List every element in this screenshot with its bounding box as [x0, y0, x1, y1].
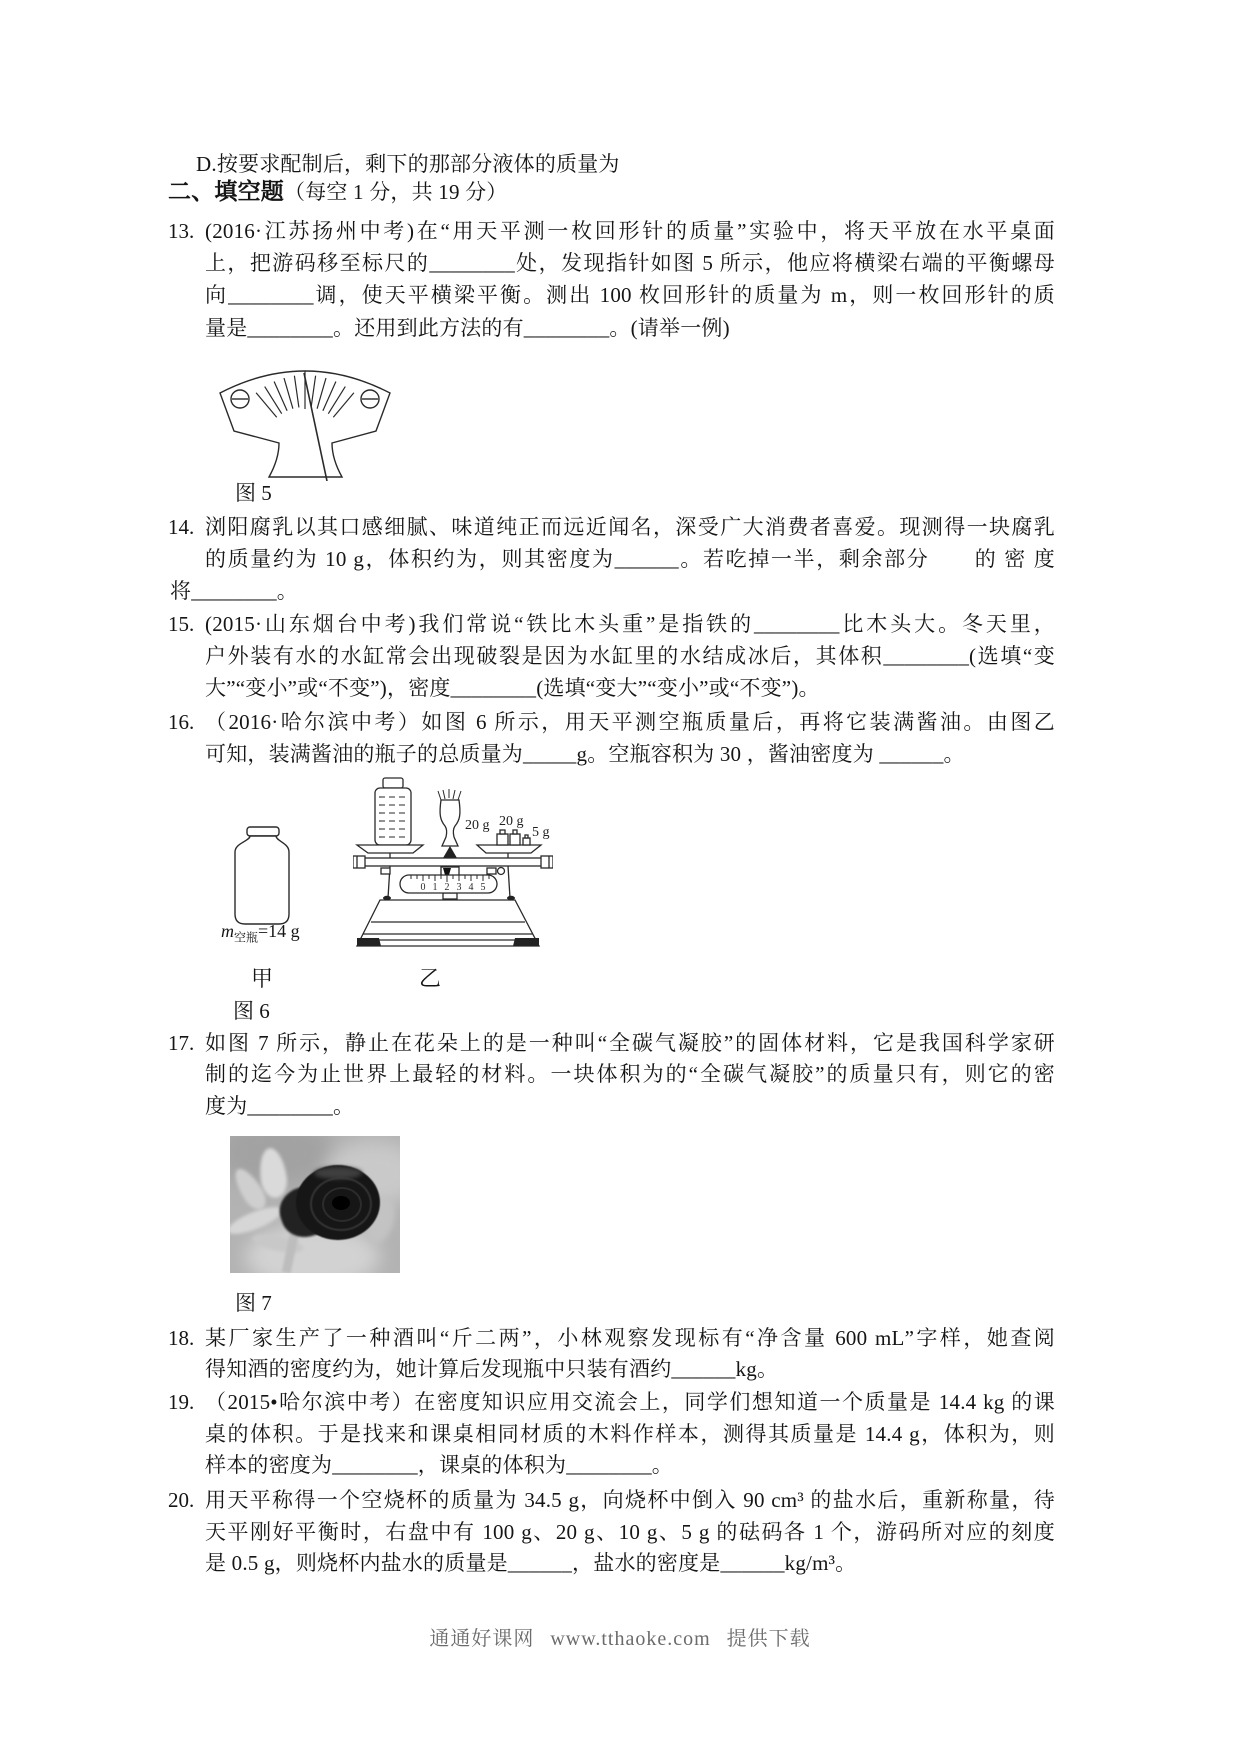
q13-line-3: 向________调，使天平横梁平衡。测出 100 枚回形针的质量为 m，则一枚回形针的质: [205, 283, 1055, 307]
left-foot: [357, 938, 381, 946]
figure7-caption: 图 7: [235, 1291, 272, 1315]
q20-number: 20.: [168, 1488, 195, 1512]
q19-number: 19.: [168, 1390, 195, 1414]
weights-20g-20g-5g: [497, 830, 530, 845]
balance-scale-figure: [353, 776, 553, 948]
q14-line-2: 的质量约为 10 g，体积约为，则其密度为______。若吃掉一半，剩余部分 的 密 度: [205, 547, 1055, 571]
q14-line-3: 将________。: [170, 579, 298, 603]
mass-subscript: 空瓶: [234, 930, 259, 945]
pointer-column: [440, 800, 460, 846]
section-header: [168, 178, 508, 206]
right-foot: [513, 938, 539, 946]
q18-number: 18.: [168, 1326, 195, 1350]
q19-line-3: 样本的密度为________，课桌的体积为________。: [205, 1453, 673, 1477]
q14-number: 14.: [168, 515, 195, 539]
balance-base: [357, 900, 539, 946]
q16-line-2: 可知，装满酱油的瓶子的总质量为_____g。空瓶容积为 30 ，酱油密度为 ______。: [205, 742, 965, 766]
figure6-left-sublabel: 甲: [251, 966, 274, 991]
ruler-number-2: 2: [444, 882, 450, 893]
right-pan: [477, 845, 541, 853]
mass-symbol: m: [221, 921, 234, 941]
left-pan: [357, 845, 423, 853]
aerogel-highlight: [314, 1167, 362, 1179]
q15-line-3: 大”“变小”或“不变”)，密度________(选填“变大”“变小”或“不变”)。: [205, 676, 820, 700]
empty-bottle-figure: [233, 826, 291, 926]
left-balance-nut: [353, 856, 365, 868]
q15-number: 15.: [168, 612, 195, 636]
section-title: 二、填空题: [168, 179, 284, 204]
beam: [361, 858, 545, 866]
aerogel-photo: [230, 1136, 400, 1273]
q20-line-2: 天平刚好平衡时，右盘中有 100 g、20 g、10 g、5 g 的砝码各 1 个，游码所对应的刻度: [205, 1520, 1055, 1544]
q13-line-1: (2016·江苏扬州中考)在“用天平测一枚回形针的质量”实验中，将天平放在水平桌面: [205, 219, 1055, 243]
weight-label-20g-2: 20 g: [499, 814, 524, 829]
pointer-tip: [443, 846, 457, 858]
q18-line-1: 某厂家生产了一种酒叫“斤二两”，小林观察发现标有“净含量 600 mL”字样，她查阅: [205, 1326, 1055, 1350]
ruler-number-0: 0: [420, 882, 426, 893]
empty-bottle-mass-label: [221, 921, 300, 946]
mass-value: =14 g: [258, 921, 300, 941]
q13-line-4: 量是________。还用到此方法的有________。(请举一例): [205, 316, 730, 340]
q19-line-1: （2015•哈尔滨中考）在密度知识应用交流会上，同学们想知道一个质量是 14.4 kg 的课: [205, 1390, 1055, 1414]
watermark-footer: 通通好课网 www.tthaoke.com 提供下载: [429, 1628, 811, 1650]
figure6-right-sublabel: 乙: [419, 966, 442, 991]
right-balance-nut: [541, 856, 553, 868]
q13-line-2: 上，把游码移至标尺的________处，发现指针如图 5 所示，他应将横梁右端的平衡螺母: [205, 251, 1055, 275]
option-d-text: D.按要求配制后，剩下的那部分液体的质量为: [196, 152, 620, 176]
ruler-number-3: 3: [456, 882, 462, 893]
q20-line-1: 用天平称得一个空烧杯的质量为 34.5 g，向烧杯中倒入 90 cm³ 的盐水后，重新称量，待: [205, 1488, 1055, 1512]
q14-line-1: 浏阳腐乳以其口感细腻、味道纯正而远近闻名，深受广大消费者喜爱。现测得一块腐乳: [205, 515, 1055, 539]
q13-number: 13.: [168, 219, 195, 243]
weight-label-20g-1: 20 g: [465, 818, 490, 833]
figure6-caption: 图 6: [233, 999, 270, 1023]
q16-number: 16.: [168, 710, 195, 734]
column-knurling: [438, 789, 461, 800]
q19-line-2: 桌的体积。于是找来和课桌相同材质的木料作样本，测得其质量是 14.4 g，体积为，则: [205, 1422, 1055, 1446]
q17-number: 17.: [168, 1031, 195, 1055]
section-note: （每空 1 分，共 19 分）: [284, 180, 508, 204]
weight-label-5g: 5 g: [532, 825, 550, 840]
ruler-number-1: 1: [432, 882, 438, 893]
ruler-number-5: 5: [480, 882, 486, 893]
ruler-number-4: 4: [468, 882, 474, 893]
q15-line-2: 户外装有水的水缸常会出现破裂是因为水缸里的水结成冰后，其体积________(选填“变: [205, 644, 1055, 668]
figure5-caption: 图 5: [235, 481, 272, 505]
q17-line-2: 制的迄今为止世界上最轻的材料。一块体积为的“全碳气凝胶”的质量只有，则它的密: [205, 1062, 1055, 1086]
sauce-bottle-cap: [383, 778, 403, 788]
q16-line-1: （2016·哈尔滨中考）如图 6 所示，用天平测空瓶质量后，再将它装满酱油。由图乙: [205, 710, 1055, 734]
pointer-dial-figure: [210, 347, 400, 481]
aerogel-core: [332, 1196, 350, 1210]
q18-line-2: 得知酒的密度约为，她计算后发现瓶中只装有酒约______kg。: [205, 1357, 779, 1381]
q17-line-1: 如图 7 所示，静止在花朵上的是一种叫“全碳气凝胶”的固体材料，它是我国科学家研: [205, 1031, 1055, 1055]
q20-line-3: 是 0.5 g，则烧杯内盐水的质量是______，盐水的密度是______kg/m³。: [205, 1551, 857, 1575]
q17-line-3: 度为________。: [205, 1094, 355, 1118]
q15-line-1: (2015·山东烟台中考)我们常说“铁比木头重”是指铁的________比木头大。冬天里，: [205, 612, 1055, 636]
